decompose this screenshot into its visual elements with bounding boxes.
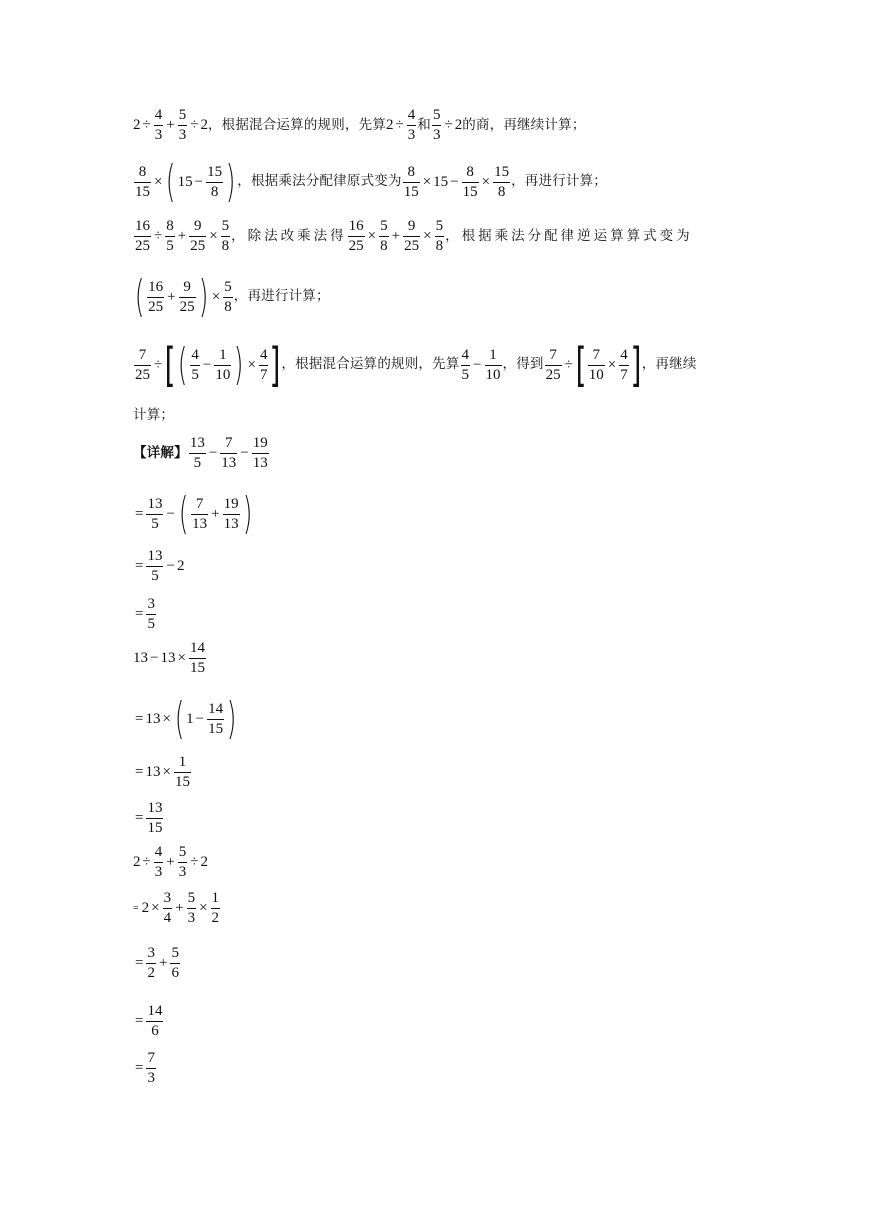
analysis-text: ，除法改乘法得	[231, 227, 347, 244]
solution-label: 【详解】	[133, 444, 188, 461]
fraction: $\frac{8}{5}$	[166, 218, 174, 254]
left-bracket: [	[164, 338, 176, 392]
analysis-line-1: 2 ÷ $\frac{4}{3}$ + $\frac{5}{3}$ ÷ 2 ，根据混合运算的规则，先算 2 ÷ $\frac{4}{3}$ 和 $\frac{5}{3}$ ÷ 2 的商，再继续计算；	[133, 107, 586, 143]
fraction: $\frac{9}{25}$	[190, 218, 206, 254]
fraction: $\frac{7}{13}$	[221, 435, 237, 471]
right-bracket: ]	[270, 338, 281, 392]
analysis-text: ，得到	[502, 356, 544, 373]
fraction: $\frac{5}{3}$	[178, 107, 187, 143]
solution-line-8: = $\frac{13}{15}$	[135, 800, 163, 836]
fraction: $\frac{5}{8}$	[224, 278, 232, 315]
right-paren: )	[225, 156, 236, 207]
fraction: $\frac{4}{3}$	[407, 107, 416, 143]
analysis-text: ，根据乘法分配律逆运算算式变为	[445, 227, 693, 244]
fraction: $\frac{4}{3}$	[154, 844, 163, 880]
fraction: $\frac{5}{3}$	[432, 107, 441, 143]
right-paren: )	[226, 693, 237, 744]
analysis-line-4: ( $\frac{16}{25}$ + $\frac{9}{25}$ ) × $\frac{5}{8}$ ，再进行计算；	[134, 271, 330, 322]
left-paren: (	[134, 271, 145, 322]
fraction: $\frac{5}{8}$	[380, 218, 388, 254]
fraction: $\frac{1}{15}$	[174, 754, 190, 790]
fraction: $\frac{19}{13}$	[223, 495, 239, 532]
fraction: $\frac{9}{25}$	[179, 278, 195, 315]
analysis-text: ，再进行计算；	[511, 173, 607, 190]
fraction: $\frac{16}{25}$	[135, 218, 150, 254]
analysis-text: ，根据混合运算的规则，先算	[281, 356, 460, 373]
fraction: $\frac{7}{13}$	[192, 495, 208, 532]
fraction: $\frac{4}{7}$	[620, 346, 628, 383]
solution-line-9: 2 ÷ $\frac{4}{3}$ + $\frac{5}{3}$ ÷ 2	[133, 844, 208, 880]
fraction: $\frac{19}{13}$	[252, 435, 268, 471]
fraction: $\frac{5}{3}$	[187, 890, 196, 926]
fraction: $\frac{5}{6}$	[171, 945, 179, 981]
left-paren: (	[166, 156, 176, 207]
fraction: $\frac{7}{25}$	[545, 346, 561, 383]
fraction: $\frac{4}{5}$	[191, 346, 199, 383]
fraction: $\frac{7}{10}$	[588, 346, 604, 383]
fraction: $\frac{15}{8}$	[207, 163, 223, 200]
fraction: $\frac{14}{15}$	[189, 640, 205, 676]
left-paren: (	[178, 488, 189, 539]
analysis-line-6	[133, 409, 174, 423]
solution-line-4: = $\frac{3}{5}$	[135, 596, 155, 632]
fraction: $\frac{5}{8}$	[435, 218, 444, 254]
fraction: $\frac{3}{5}$	[147, 596, 155, 632]
fraction: $\frac{5}{3}$	[178, 844, 187, 880]
solution-line-1: 【详解】 $\frac{13}{5}$ − $\frac{7}{13}$ − $\frac{19}{13}$	[133, 435, 268, 471]
left-bracket: [	[575, 338, 587, 392]
fraction: $\frac{14}{15}$	[208, 700, 224, 737]
analysis-line-5: $\frac{7}{25}$ ÷ [ ( $\frac{4}{5}$ − $\frac{1}{10}$ ) × $\frac{4}{7}$ ] ，根据混合运算的规则，先算 $\frac{4}{5}$ − $\frac{1}{10}$ ，得到 $\frac{7}{25}$ ÷ [ $\frac{7}{10}$ × $\frac{4}{7}$ ] ，再继续	[135, 338, 697, 392]
fraction: $\frac{7}{25}$	[135, 346, 150, 383]
fraction: $\frac{3}{2}$	[147, 945, 155, 981]
fraction: $\frac{13}{5}$	[147, 548, 163, 584]
analysis-text: 的商，再继续计算；	[462, 116, 586, 133]
fraction: $\frac{16}{25}$	[148, 278, 164, 315]
analysis-line-2: $\frac{8}{15}$ × ( 15 − $\frac{15}{8}$ ) ，根据乘法分配律原式变为 $\frac{8}{15}$ × 15 − $\frac{8}{15}$ × $\frac{15}{8}$ ，再进行计算；	[135, 156, 607, 207]
left-paren: (	[174, 693, 185, 744]
fraction: $\frac{5}{8}$	[221, 218, 230, 254]
fraction: $\frac{8}{15}$	[462, 163, 478, 200]
fraction: $\frac{1}{2}$	[211, 890, 220, 926]
fraction: $\frac{8}{15}$	[403, 163, 419, 200]
fraction: $\frac{1}{10}$	[215, 346, 231, 383]
right-paren: )	[234, 339, 244, 390]
solution-line-3: = $\frac{13}{5}$ − 2	[135, 548, 185, 584]
solution-line-11: = $\frac{3}{2}$ + $\frac{5}{6}$	[135, 945, 179, 981]
solution-line-7: = 13 × $\frac{1}{15}$	[135, 754, 190, 790]
analysis-text: ，再继续	[641, 356, 697, 373]
analysis-text: ，根据乘法分配律原式变为	[237, 173, 402, 190]
analysis-text: 计算；	[133, 407, 175, 423]
fraction: $\frac{8}{15}$	[135, 163, 150, 200]
fraction: $\frac{13}{15}$	[147, 800, 163, 836]
fraction: $\frac{4}{5}$	[461, 346, 470, 383]
solution-line-6: = 13 × ( 1 − $\frac{14}{15}$ )	[135, 693, 237, 744]
fraction: $\frac{4}{3}$	[154, 107, 163, 143]
left-paren: (	[178, 339, 188, 390]
analysis-text: 和	[417, 116, 431, 133]
fraction: $\frac{9}{25}$	[404, 218, 420, 254]
fraction: $\frac{4}{7}$	[259, 346, 268, 383]
fraction: $\frac{3}{4}$	[163, 890, 172, 926]
solution-line-2: = $\frac{13}{5}$ − ( $\frac{7}{13}$ + $\frac{19}{13}$ )	[135, 488, 252, 539]
right-paren: )	[198, 271, 208, 322]
analysis-text: ，根据混合运算的规则，先算	[207, 116, 387, 133]
analysis-line-3: $\frac{16}{25}$ ÷ $\frac{8}{5}$ + $\frac{9}{25}$ × $\frac{5}{8}$ ，除法改乘法得 $\frac{16}{25}$ × $\frac{5}{8}$ + $\frac{9}{25}$ × $\frac{5}{8}$ ，根据乘法分配律逆运算算式变为	[135, 218, 693, 254]
fraction: $\frac{14}{6}$	[147, 1003, 163, 1039]
right-bracket: ]	[630, 338, 642, 392]
fraction: $\frac{13}{5}$	[189, 435, 205, 471]
solution-line-13: = $\frac{7}{3}$	[135, 1050, 155, 1086]
solution-line-12: = $\frac{14}{6}$	[135, 1003, 163, 1039]
right-paren: )	[242, 488, 252, 539]
fraction: $\frac{16}{25}$	[348, 218, 364, 254]
solution-line-10: = 2 × $\frac{3}{4}$ + $\frac{5}{3}$ × $\frac{1}{2}$	[133, 890, 220, 926]
fraction: $\frac{15}{8}$	[494, 163, 510, 200]
fraction: $\frac{7}{3}$	[147, 1050, 155, 1086]
fraction: $\frac{13}{5}$	[147, 495, 163, 532]
analysis-text: ，再进行计算；	[233, 288, 330, 305]
fraction: $\frac{1}{10}$	[485, 346, 501, 383]
solution-line-5: 13 − 13 × $\frac{14}{15}$	[133, 640, 205, 676]
